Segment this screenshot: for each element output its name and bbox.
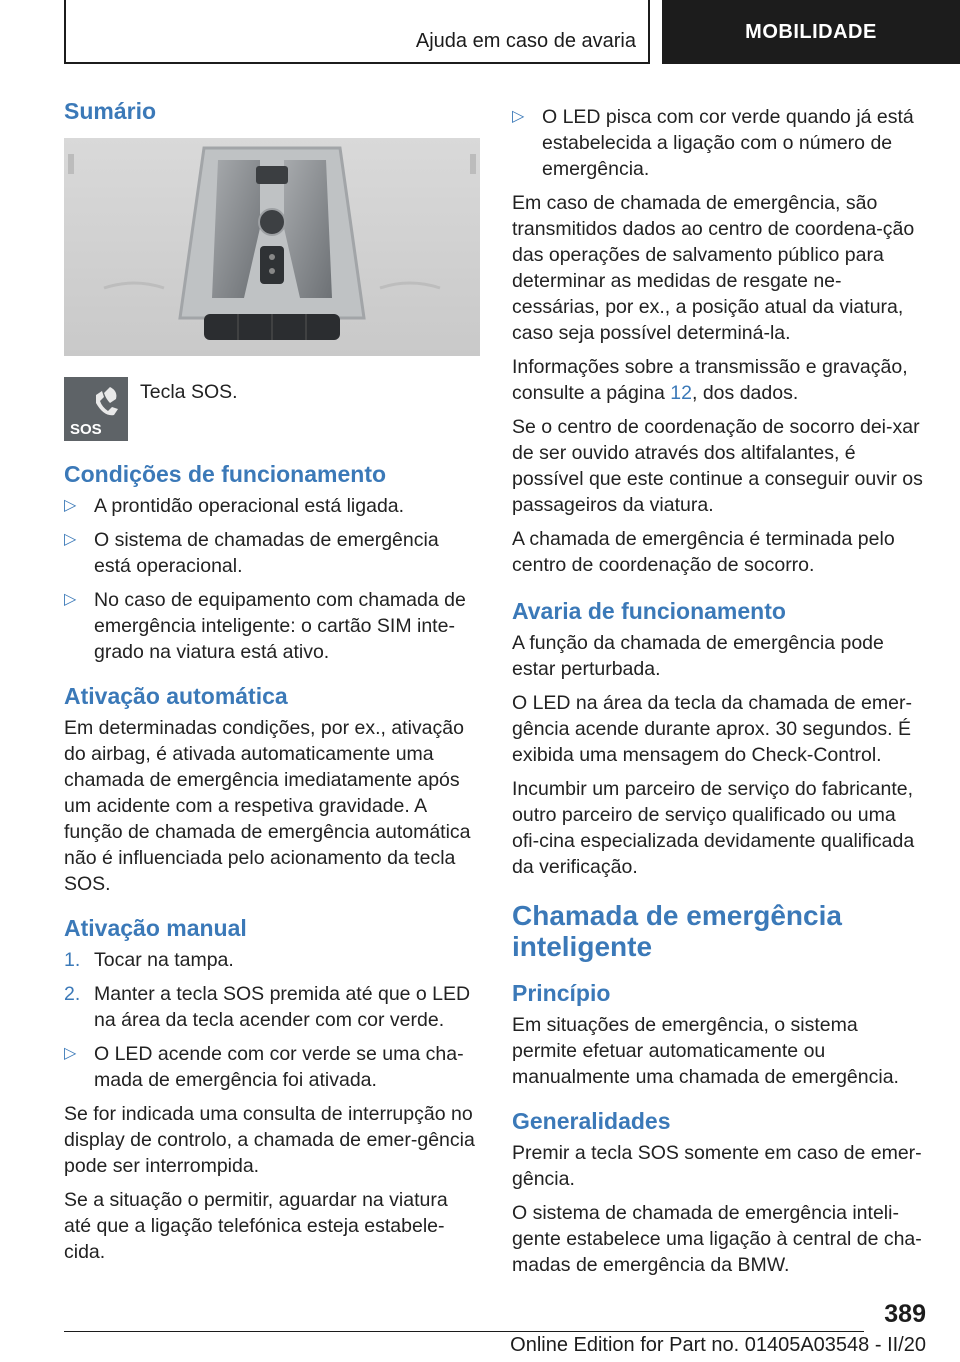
heading-conditions: Condições de funcionamento xyxy=(64,461,387,487)
blink-sub-paragraph: Informações sobre a transmissão e gravação, consulte a página 12, dos dados. xyxy=(512,356,908,404)
bullet-icon: ▷ xyxy=(64,591,77,608)
header-rule-right xyxy=(648,0,650,64)
left-column xyxy=(64,96,480,1273)
page-number: 389 xyxy=(884,1300,926,1328)
heading-malfunction: Avaria de funcionamento xyxy=(512,598,786,624)
right-column xyxy=(512,104,928,1286)
step-item: 1. Tocar na tampa. xyxy=(64,949,234,971)
edition-footer: Online Edition for Part no. 01405A03548 - II/20 xyxy=(510,1334,926,1356)
blink-sub-paragraph: Em caso de chamada de emergência, são transmitidos dados ao centro de coordena-ção das operações de salvamento público para determinar as medidas de resgate ne-cessárias, por ex., a posição atual da viatura, caso seja possível determiná-la. xyxy=(512,192,915,344)
general-text: O sistema de chamada de emergência inteli-gente estabelece uma ligação à central de cha-madas de emergência da BMW. xyxy=(512,1202,922,1276)
bullet-icon: ▷ xyxy=(512,108,525,125)
page-link[interactable]: 12 xyxy=(670,382,692,404)
general-text: Premir a tecla SOS somente em caso de emer-gência. xyxy=(512,1142,922,1190)
heading-general: Generalidades xyxy=(512,1108,671,1134)
step-item: 2. Manter a tecla SOS premida até que o LED na área da tecla acender com cor verde. xyxy=(64,983,471,1031)
bullet-icon: ▷ xyxy=(64,531,77,548)
heading-smart-emergency-call: Chamada de emergência inteligente xyxy=(512,900,842,962)
end-call-text: A chamada de emergência é terminada pelo centro de coordenação de socorro. xyxy=(512,528,895,576)
list-item: ▷ No caso de equipamento com chamada de emergência inteligente: o cartão SIM inte-grado na viatura está ativo. xyxy=(64,589,466,663)
auto-activation-text: Em determinadas condições, por ex., ativação do airbag, é ativada automaticamente uma chamada de emergência imediatamente após um acidente com a respetiva gravidade. A função de chamada de emergência automática não é influenciada pelo acionamento da tecla SOS. xyxy=(64,717,471,895)
bullet-icon: ▷ xyxy=(64,497,77,514)
heading-sumario: Sumário xyxy=(64,98,157,124)
header-rule-bottom xyxy=(64,62,650,64)
heading-principle: Princípio xyxy=(512,980,611,1006)
sos-key-icon xyxy=(64,377,128,441)
header-rule-left xyxy=(64,0,66,64)
overhead-console-image xyxy=(64,138,480,356)
chapter-label: MOBILIDADE xyxy=(745,20,877,43)
list-item: ▷ A prontidão operacional está ligada. xyxy=(64,495,405,517)
sos-icon-label: SOS xyxy=(70,421,102,438)
header-section-title: Ajuda em caso de avaria xyxy=(415,30,636,52)
list-item: ▷ O LED pisca com cor verde quando já está estabelecida a ligação com o número de emergência. xyxy=(512,106,914,180)
heading-auto-activation: Ativação automática xyxy=(64,683,288,709)
footer-rule xyxy=(64,1331,864,1332)
bullet-icon: ▷ xyxy=(64,1045,77,1062)
heading-manual-activation: Ativação manual xyxy=(64,915,247,941)
principle-text: Em situações de emergência, o sistema permite efetuar automaticamente ou manualmente uma chamada de emergência. xyxy=(512,1014,899,1088)
malfunction-text: A função da chamada de emergência pode estar perturbada. xyxy=(512,632,884,680)
blink-sub-paragraph: Se o centro de coordenação de socorro dei-xar de ser ouvido através dos altifalantes, é possível que este continue a conseguir ouvir os passageiros da viatura. xyxy=(512,416,923,516)
manual-sub-paragraph: Se a situação o permitir, aguardar na viatura até que a ligação telefónica esteja estabele-cida. xyxy=(64,1189,448,1263)
list-item: ▷ O LED acende com cor verde se uma cha-mada de emergência foi ativada. xyxy=(64,1043,464,1091)
manual-sub-paragraph: Se for indicada uma consulta de interrupção no display de controlo, a chamada de emer-gência pode ser interrompida. xyxy=(64,1103,475,1177)
malfunction-text: O LED na área da tecla da chamada de emer-gência acende durante aprox. 30 segundos. É exibida uma mensagem do Check-Control. xyxy=(512,692,912,766)
sos-key-row xyxy=(64,377,480,441)
list-item: ▷ O sistema de chamadas de emergência está operacional. xyxy=(64,529,439,577)
sos-caption: Tecla SOS. xyxy=(140,381,238,403)
malfunction-text: Incumbir um parceiro de serviço do fabricante, outro parceiro de serviço qualificado ou uma ofi-cina especializada devidamente qualificada da verificação. xyxy=(512,778,915,878)
header-chapter-tab xyxy=(662,0,960,64)
